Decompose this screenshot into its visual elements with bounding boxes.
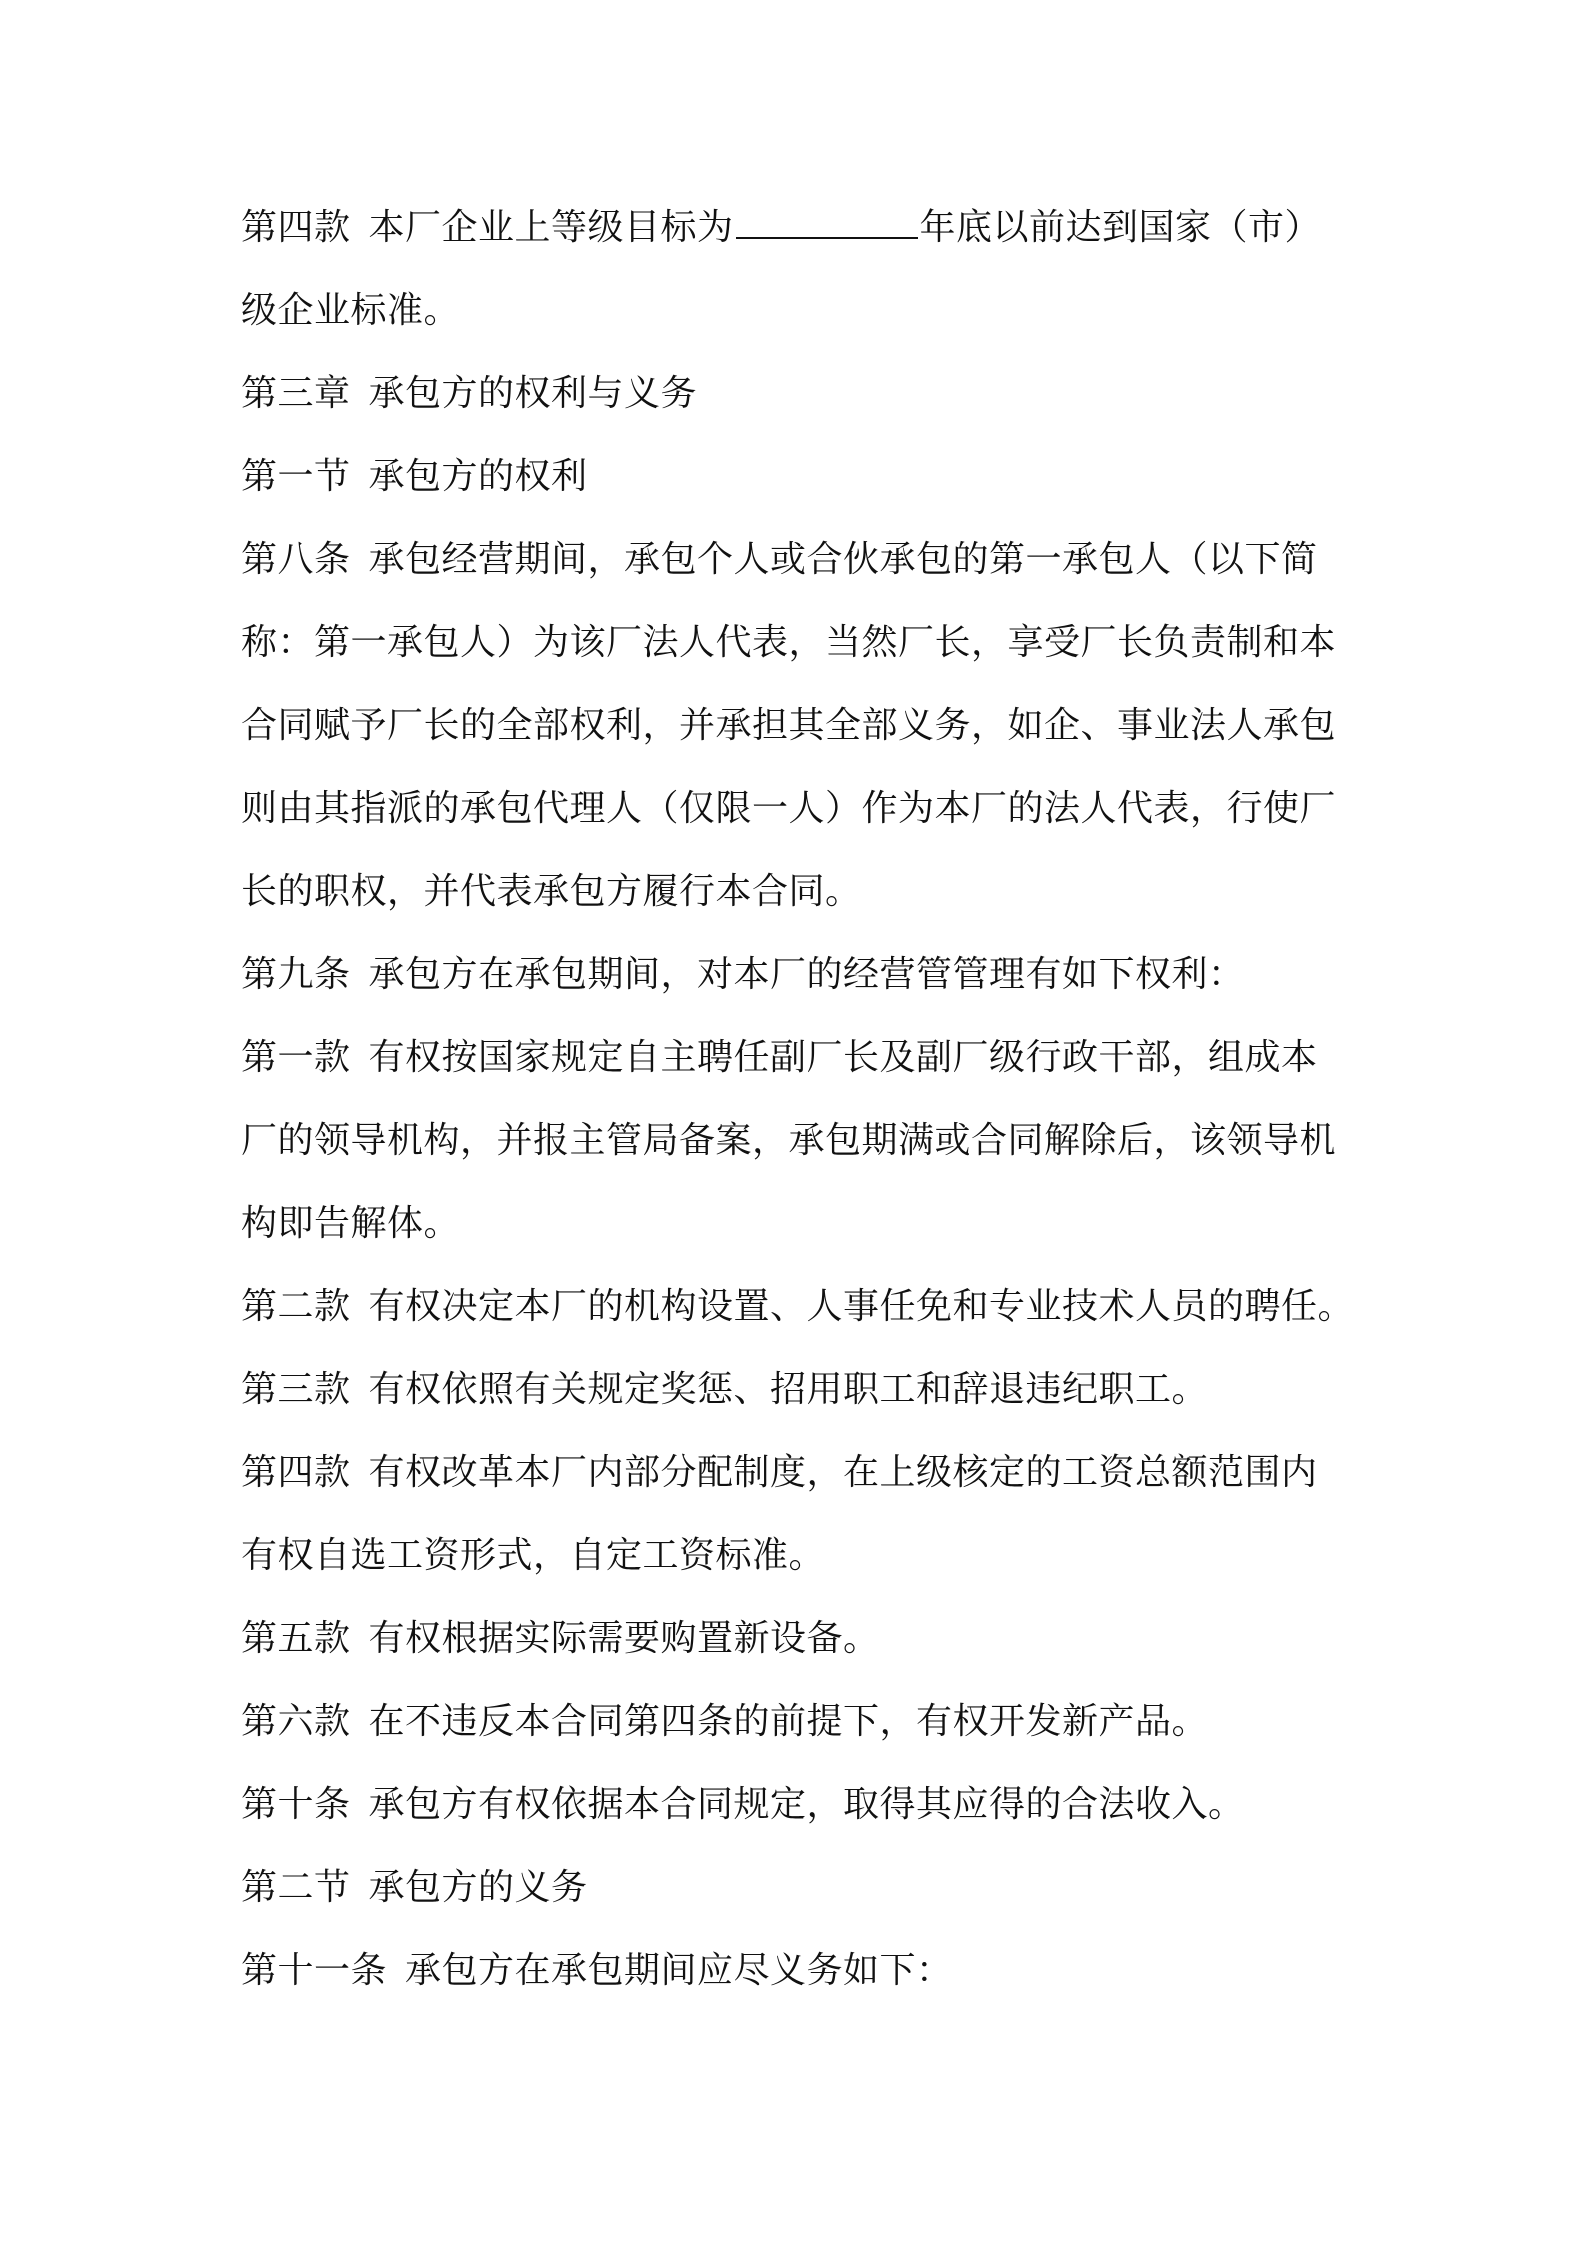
section-label: 第二节 — [241, 1867, 351, 1908]
section-heading — [241, 1846, 1361, 1929]
clause-text: 级企业标准。 — [241, 290, 461, 331]
clause-text: 有权改革本厂内部分配制度，在上级核定的工资总额范围内 — [368, 1452, 1318, 1493]
clause-label: 第二款 — [241, 1286, 351, 1327]
article-label: 第八条 — [241, 539, 351, 580]
article-text: 承包方在承包期间，对本厂的经营管管理有如下权利： — [368, 954, 1245, 995]
document-body — [241, 186, 1361, 2012]
clause-text: 厂的领导机构，并报主管局备案，承包期满或合同解除后，该领导机 — [241, 1120, 1337, 1161]
article-text: 承包方在承包期间应尽义务如下： — [405, 1950, 953, 1991]
text-line — [241, 601, 1361, 684]
article-line — [241, 933, 1361, 1016]
clause-label: 第三款 — [241, 1369, 351, 1410]
text-line — [241, 684, 1361, 767]
clause-label: 第五款 — [241, 1618, 351, 1659]
text-line — [241, 767, 1361, 850]
clause-text: 在不违反本合同第四条的前提下，有权开发新产品。 — [368, 1701, 1209, 1742]
section-title: 承包方的权利 — [368, 456, 588, 497]
article-label: 第九条 — [241, 954, 351, 995]
section-title: 承包方的义务 — [368, 1867, 588, 1908]
clause-text: 有权按国家规定自主聘任副厂长及副厂级行政干部，组成本 — [368, 1037, 1318, 1078]
clause-line — [241, 1016, 1361, 1099]
clause-line — [241, 1680, 1361, 1763]
clause-line — [241, 1348, 1361, 1431]
clause-text: 构即告解体。 — [241, 1203, 461, 1244]
article-text: 合同赋予厂长的全部权利，并承担其全部义务，如企、事业法人承包 — [241, 705, 1337, 746]
article-line — [241, 1763, 1361, 1846]
clause-label: 第四款 — [241, 207, 351, 248]
clause-label: 第一款 — [241, 1037, 351, 1078]
text-line — [241, 1099, 1361, 1182]
section-label: 第一节 — [241, 456, 351, 497]
section-heading — [241, 435, 1361, 518]
article-text: 长的职权，并代表承包方履行本合同。 — [241, 871, 862, 912]
article-line — [241, 1929, 1361, 2012]
text-line — [241, 850, 1361, 933]
chapter-title: 承包方的权利与义务 — [368, 373, 698, 414]
clause-text: 本厂企业上等级目标为 — [368, 207, 734, 248]
chapter-label: 第三章 — [241, 373, 351, 414]
article-text: 称：第一承包人）为该厂法人代表，当然厂长，享受厂长负责制和本 — [241, 622, 1337, 663]
article-text: 承包方有权依据本合同规定，取得其应得的合法收入。 — [368, 1784, 1245, 1825]
clause-line — [241, 186, 1361, 269]
text-line — [241, 1514, 1361, 1597]
clause-text: 有权决定本厂的机构设置、人事任免和专业技术人员的聘任。 — [368, 1286, 1355, 1327]
clause-line — [241, 1265, 1361, 1348]
clause-label: 第四款 — [241, 1452, 351, 1493]
clause-line — [241, 1431, 1361, 1514]
text-line — [241, 1182, 1361, 1265]
article-line — [241, 518, 1361, 601]
article-label: 第十一条 — [241, 1950, 388, 1991]
clause-line — [241, 1597, 1361, 1680]
fill-in-blank — [736, 207, 918, 239]
clause-text: 年底以前达到国家（市） — [919, 207, 1322, 248]
article-label: 第十条 — [241, 1784, 351, 1825]
clause-text: 有权根据实际需要购置新设备。 — [368, 1618, 880, 1659]
article-text: 承包经营期间，承包个人或合伙承包的第一承包人（以下简 — [368, 539, 1318, 580]
clause-text: 有权依照有关规定奖惩、招用职工和辞退违纪职工。 — [368, 1369, 1209, 1410]
text-line — [241, 269, 1361, 352]
clause-text: 有权自选工资形式，自定工资标准。 — [241, 1535, 826, 1576]
article-text: 则由其指派的承包代理人（仅限一人）作为本厂的法人代表，行使厂 — [241, 788, 1337, 829]
chapter-heading — [241, 352, 1361, 435]
clause-label: 第六款 — [241, 1701, 351, 1742]
